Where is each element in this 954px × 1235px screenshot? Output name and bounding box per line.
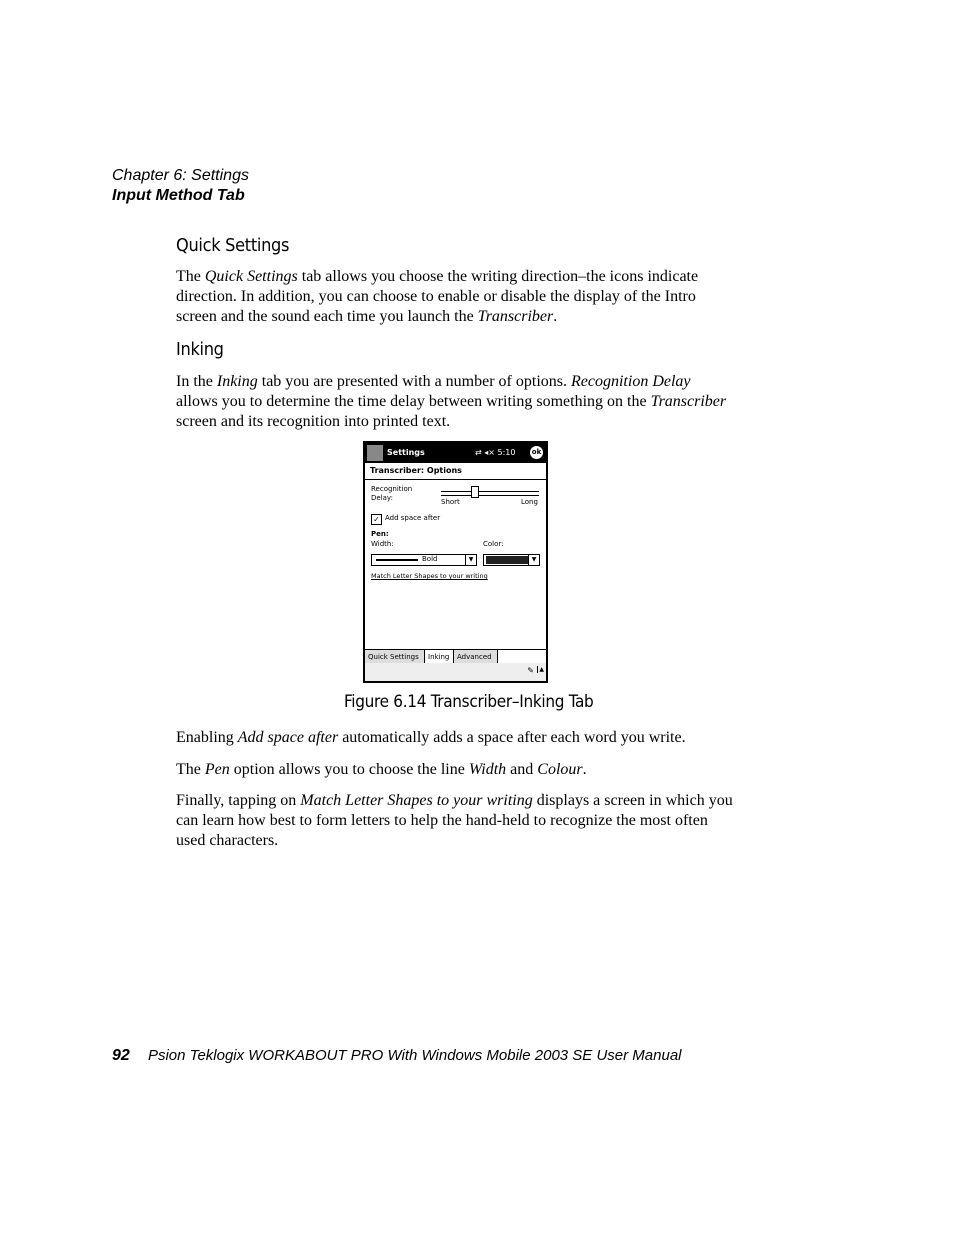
quick-settings-paragraph: The Quick Settings tab allows you choose the writing direction–the icons indicate direction. In addition, you can choose to enable or disable the display of the Intro screen and the sound each time you launch the Transcriber. — [176, 268, 699, 325]
chevron-down-icon: ▼ — [465, 555, 476, 565]
inking-heading: Inking — [176, 339, 224, 360]
delay-label: Delay: — [371, 494, 393, 502]
pen-label: Pen: — [371, 530, 389, 538]
width-label: Width: — [371, 540, 394, 548]
chevron-down-icon: ▼ — [528, 555, 539, 565]
windows-start-icon[interactable] — [367, 445, 383, 461]
tab-inking[interactable]: Inking — [425, 650, 454, 664]
page-number: 92 — [112, 1047, 130, 1064]
transcriber-inking-screenshot — [363, 441, 548, 683]
manual-title: Psion Teklogix WORKABOUT PRO With Windows Mobile 2003 SE User Manual — [147, 1047, 682, 1064]
pda-body — [365, 480, 546, 646]
ok-button[interactable]: ok — [530, 446, 543, 459]
long-label: Long — [521, 498, 538, 506]
command-bar — [365, 663, 546, 681]
pda-subtitle: Transcriber: Options — [365, 463, 546, 480]
line-sample — [376, 559, 418, 561]
add-space-paragraph: Enabling Add space after automatically adds a space after each word you write. — [176, 729, 686, 746]
inking-paragraph: In the Inking tab you are presented with a number of options. Recognition Delay allows you to determine the time delay between writing something on the Transcriber screen and its recognition into printed text. — [176, 373, 727, 430]
match-letter-shapes-link[interactable]: Match Letter Shapes to your writing — [371, 572, 488, 580]
pda-title-bar — [365, 443, 546, 463]
page-footer — [112, 1046, 682, 1066]
short-label: Short — [441, 498, 460, 506]
chapter-header: Chapter 6: Settings — [112, 167, 249, 184]
recognition-delay-slider[interactable] — [441, 491, 539, 496]
match-letter-paragraph: Finally, tapping on Match Letter Shapes to your writing displays a screen in which you can learn how best to form letters to help the hand-held to recognize the most often used characters. — [176, 792, 733, 849]
tab-quick-settings[interactable]: Quick Settings — [365, 650, 425, 664]
pen-paragraph: The Pen option allows you to choose the line Width and Colour. — [176, 761, 587, 778]
color-label: Color: — [483, 540, 504, 548]
slider-thumb[interactable] — [471, 486, 479, 498]
width-select[interactable] — [371, 554, 477, 566]
up-arrow-icon[interactable]: ▲ — [539, 666, 544, 673]
color-swatch — [486, 556, 528, 564]
pda-title: Settings — [387, 448, 425, 457]
figure-caption: Figure 6.14 Transcriber–Inking Tab — [344, 692, 594, 712]
add-space-checkbox[interactable]: ✓ — [371, 514, 382, 525]
section-header: Input Method Tab — [112, 187, 245, 204]
color-select[interactable] — [483, 554, 540, 566]
recognition-label: Recognition — [371, 485, 413, 493]
width-value: Bold — [422, 555, 438, 563]
status-icons: ⇄ ◂× 5:10 — [475, 448, 516, 457]
add-space-label: Add space after — [385, 514, 441, 522]
tab-advanced[interactable]: Advanced — [454, 650, 498, 664]
quick-settings-heading: Quick Settings — [176, 235, 290, 256]
pen-icon[interactable]: ✎ — [527, 666, 534, 675]
